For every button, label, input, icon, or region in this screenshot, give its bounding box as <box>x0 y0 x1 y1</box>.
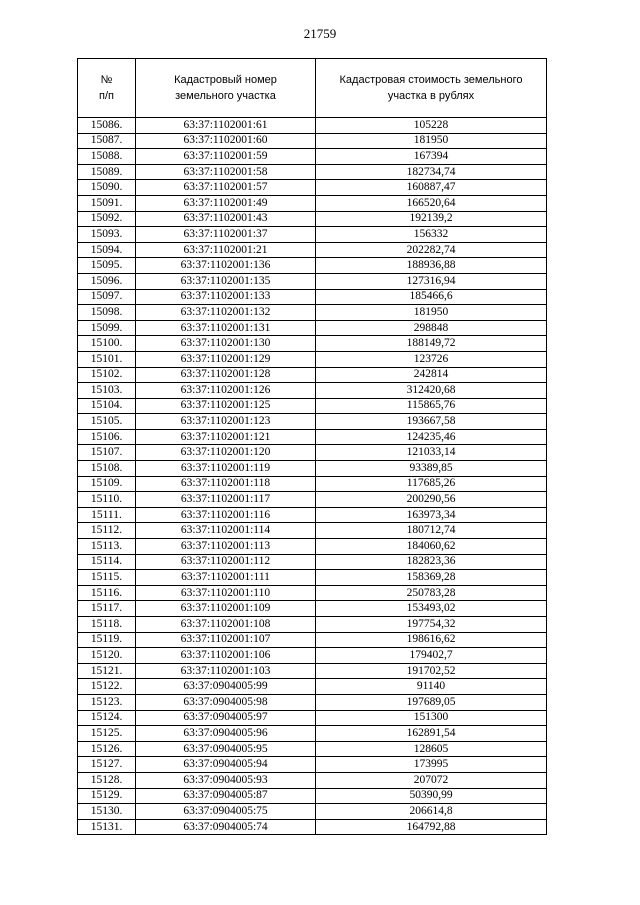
cadastral-value-cell: 242814 <box>316 367 547 383</box>
table-row <box>78 741 547 757</box>
row-number-cell: 15088. <box>78 149 136 165</box>
row-number-cell: 15093. <box>78 227 136 243</box>
header-cadastral-line-1: Кадастровый номер <box>174 74 277 86</box>
table-row <box>78 726 547 742</box>
cadastral-value-cell: 192139,2 <box>316 211 547 227</box>
cadastral-value-cell: 160887,47 <box>316 180 547 196</box>
cadastral-number-cell: 63:37:1102001:57 <box>136 180 316 196</box>
table-row <box>78 617 547 633</box>
cadastral-number-cell: 63:37:1102001:114 <box>136 523 316 539</box>
cadastral-value-cell: 182823,36 <box>316 554 547 570</box>
row-number-cell: 15107. <box>78 445 136 461</box>
row-number-cell: 15124. <box>78 710 136 726</box>
cadastral-value-cell: 198616,62 <box>316 632 547 648</box>
cadastral-number-cell: 63:37:1102001:111 <box>136 570 316 586</box>
cadastral-number-cell: 63:37:0904005:96 <box>136 726 316 742</box>
cadastral-value-cell: 197754,32 <box>316 617 547 633</box>
row-number-cell: 15087. <box>78 133 136 149</box>
cadastral-value-cell: 197689,05 <box>316 694 547 710</box>
table-row <box>78 242 547 258</box>
cadastral-number-cell: 63:37:1102001:136 <box>136 258 316 274</box>
cadastral-value-cell: 164792,88 <box>316 819 547 835</box>
table-row <box>78 819 547 835</box>
header-cadastral-number <box>136 59 316 118</box>
cadastral-number-cell: 63:37:1102001:121 <box>136 429 316 445</box>
table-header <box>78 59 547 118</box>
row-number-cell: 15113. <box>78 539 136 555</box>
cadastral-number-cell: 63:37:0904005:97 <box>136 710 316 726</box>
table-row <box>78 507 547 523</box>
cadastral-value-cell: 202282,74 <box>316 242 547 258</box>
table-row <box>78 367 547 383</box>
table-row <box>78 351 547 367</box>
row-number-cell: 15108. <box>78 461 136 477</box>
row-number-cell: 15127. <box>78 757 136 773</box>
cadastral-value-cell: 127316,94 <box>316 273 547 289</box>
table-body <box>78 118 547 835</box>
header-number-line-2: п/п <box>99 90 114 102</box>
table-row <box>78 383 547 399</box>
table-row <box>78 710 547 726</box>
cadastral-number-cell: 63:37:1102001:126 <box>136 383 316 399</box>
row-number-cell: 15106. <box>78 429 136 445</box>
cadastral-value-cell: 191702,52 <box>316 663 547 679</box>
row-number-cell: 15128. <box>78 772 136 788</box>
table-row <box>78 445 547 461</box>
cadastral-number-cell: 63:37:1102001:119 <box>136 461 316 477</box>
cadastral-value-cell: 206614,8 <box>316 804 547 820</box>
row-number-cell: 15091. <box>78 195 136 211</box>
table-row <box>78 804 547 820</box>
table-row <box>78 398 547 414</box>
cadastral-value-cell: 163973,34 <box>316 507 547 523</box>
row-number-cell: 15086. <box>78 118 136 134</box>
cadastral-value-cell: 123726 <box>316 351 547 367</box>
row-number-cell: 15090. <box>78 180 136 196</box>
cadastral-value-cell: 128605 <box>316 741 547 757</box>
cadastral-value-cell: 162891,54 <box>316 726 547 742</box>
row-number-cell: 15096. <box>78 273 136 289</box>
table-row <box>78 788 547 804</box>
cadastral-value-cell: 121033,14 <box>316 445 547 461</box>
cadastral-number-cell: 63:37:1102001:125 <box>136 398 316 414</box>
table-row <box>78 289 547 305</box>
cadastral-number-cell: 63:37:1102001:128 <box>136 367 316 383</box>
cadastral-value-cell: 166520,64 <box>316 195 547 211</box>
cadastral-number-cell: 63:37:1102001:117 <box>136 492 316 508</box>
cadastral-value-cell: 153493,02 <box>316 601 547 617</box>
row-number-cell: 15097. <box>78 289 136 305</box>
cadastral-value-cell: 184060,62 <box>316 539 547 555</box>
cadastral-value-cell: 50390,99 <box>316 788 547 804</box>
cadastral-number-cell: 63:37:1102001:49 <box>136 195 316 211</box>
table-row <box>78 476 547 492</box>
row-number-cell: 15101. <box>78 351 136 367</box>
cadastral-number-cell: 63:37:1102001:58 <box>136 164 316 180</box>
row-number-cell: 15129. <box>78 788 136 804</box>
row-number-cell: 15105. <box>78 414 136 430</box>
cadastral-number-cell: 63:37:0904005:94 <box>136 757 316 773</box>
row-number-cell: 15125. <box>78 726 136 742</box>
row-number-cell: 15100. <box>78 336 136 352</box>
cadastral-value-cell: 181950 <box>316 305 547 321</box>
row-number-cell: 15123. <box>78 694 136 710</box>
cadastral-number-cell: 63:37:0904005:75 <box>136 804 316 820</box>
cadastral-number-cell: 63:37:1102001:37 <box>136 227 316 243</box>
cadastral-value-cell: 298848 <box>316 320 547 336</box>
row-number-cell: 15118. <box>78 617 136 633</box>
table-row <box>78 694 547 710</box>
cadastral-value-cell: 173995 <box>316 757 547 773</box>
table-row <box>78 149 547 165</box>
table-row <box>78 539 547 555</box>
cadastral-value-cell: 124235,46 <box>316 429 547 445</box>
table-row <box>78 679 547 695</box>
header-row <box>78 59 547 118</box>
header-cadastral-value <box>316 59 547 118</box>
cadastral-value-table <box>77 58 547 835</box>
cadastral-number-cell: 63:37:1102001:135 <box>136 273 316 289</box>
table-row <box>78 164 547 180</box>
cadastral-number-cell: 63:37:0904005:93 <box>136 772 316 788</box>
row-number-cell: 15104. <box>78 398 136 414</box>
table-row <box>78 554 547 570</box>
cadastral-number-cell: 63:37:1102001:118 <box>136 476 316 492</box>
cadastral-value-cell: 185466,6 <box>316 289 547 305</box>
table-row <box>78 663 547 679</box>
cadastral-value-cell: 188936,88 <box>316 258 547 274</box>
row-number-cell: 15094. <box>78 242 136 258</box>
table-row <box>78 429 547 445</box>
row-number-cell: 15120. <box>78 648 136 664</box>
cadastral-number-cell: 63:37:0904005:74 <box>136 819 316 835</box>
cadastral-value-cell: 180712,74 <box>316 523 547 539</box>
table-row <box>78 523 547 539</box>
table-row <box>78 305 547 321</box>
row-number-cell: 15102. <box>78 367 136 383</box>
row-number-cell: 15098. <box>78 305 136 321</box>
header-value-line-1: Кадастровая стоимость земельного <box>339 74 523 86</box>
row-number-cell: 15126. <box>78 741 136 757</box>
row-number-cell: 15130. <box>78 804 136 820</box>
row-number-cell: 15117. <box>78 601 136 617</box>
table-row <box>78 133 547 149</box>
row-number-cell: 15095. <box>78 258 136 274</box>
cadastral-number-cell: 63:37:1102001:60 <box>136 133 316 149</box>
cadastral-number-cell: 63:37:1102001:132 <box>136 305 316 321</box>
cadastral-number-cell: 63:37:1102001:112 <box>136 554 316 570</box>
row-number-cell: 15115. <box>78 570 136 586</box>
row-number-cell: 15099. <box>78 320 136 336</box>
cadastral-number-cell: 63:37:1102001:129 <box>136 351 316 367</box>
table-row <box>78 336 547 352</box>
page-number: 21759 <box>303 26 337 41</box>
cadastral-value-cell: 207072 <box>316 772 547 788</box>
table-row <box>78 118 547 134</box>
row-number-cell: 15116. <box>78 585 136 601</box>
cadastral-number-cell: 63:37:1102001:113 <box>136 539 316 555</box>
cadastral-value-cell: 93389,85 <box>316 461 547 477</box>
cadastral-number-cell: 63:37:1102001:107 <box>136 632 316 648</box>
cadastral-number-cell: 63:37:1102001:123 <box>136 414 316 430</box>
cadastral-number-cell: 63:37:0904005:87 <box>136 788 316 804</box>
cadastral-value-cell: 91140 <box>316 679 547 695</box>
cadastral-value-cell: 188149,72 <box>316 336 547 352</box>
table-row <box>78 320 547 336</box>
cadastral-number-cell: 63:37:1102001:110 <box>136 585 316 601</box>
row-number-cell: 15121. <box>78 663 136 679</box>
row-number-cell: 15131. <box>78 819 136 835</box>
header-value-line-2: участка в рублях <box>387 90 475 102</box>
table-row <box>78 648 547 664</box>
cadastral-number-cell: 63:37:0904005:95 <box>136 741 316 757</box>
cadastral-value-cell: 181950 <box>316 133 547 149</box>
cadastral-value-cell: 182734,74 <box>316 164 547 180</box>
cadastral-number-cell: 63:37:1102001:106 <box>136 648 316 664</box>
cadastral-number-cell: 63:37:1102001:133 <box>136 289 316 305</box>
cadastral-number-cell: 63:37:1102001:116 <box>136 507 316 523</box>
cadastral-number-cell: 63:37:1102001:120 <box>136 445 316 461</box>
table-row <box>78 570 547 586</box>
table-row <box>78 772 547 788</box>
cadastral-value-cell: 105228 <box>316 118 547 134</box>
cadastral-value-cell: 115865,76 <box>316 398 547 414</box>
table-row <box>78 461 547 477</box>
row-number-cell: 15092. <box>78 211 136 227</box>
cadastral-value-cell: 179402,7 <box>316 648 547 664</box>
header-number-line-1: № <box>100 74 113 86</box>
cadastral-value-cell: 151300 <box>316 710 547 726</box>
table-row <box>78 211 547 227</box>
table-row <box>78 227 547 243</box>
row-number-cell: 15089. <box>78 164 136 180</box>
cadastral-value-cell: 312420,68 <box>316 383 547 399</box>
table-row <box>78 273 547 289</box>
cadastral-number-cell: 63:37:1102001:130 <box>136 336 316 352</box>
cadastral-number-cell: 63:37:0904005:98 <box>136 694 316 710</box>
cadastral-number-cell: 63:37:1102001:109 <box>136 601 316 617</box>
row-number-cell: 15111. <box>78 507 136 523</box>
cadastral-value-cell: 193667,58 <box>316 414 547 430</box>
cadastral-number-cell: 63:37:1102001:21 <box>136 242 316 258</box>
table-row <box>78 180 547 196</box>
row-number-cell: 15109. <box>78 476 136 492</box>
cadastral-number-cell: 63:37:1102001:43 <box>136 211 316 227</box>
header-cadastral-line-2: земельного участка <box>175 90 276 102</box>
row-number-cell: 15119. <box>78 632 136 648</box>
row-number-cell: 15103. <box>78 383 136 399</box>
cadastral-number-cell: 63:37:0904005:99 <box>136 679 316 695</box>
cadastral-number-cell: 63:37:1102001:103 <box>136 663 316 679</box>
cadastral-value-cell: 167394 <box>316 149 547 165</box>
table-row <box>78 195 547 211</box>
table-row <box>78 757 547 773</box>
row-number-cell: 15110. <box>78 492 136 508</box>
table-row <box>78 258 547 274</box>
table-row <box>78 414 547 430</box>
cadastral-value-cell: 156332 <box>316 227 547 243</box>
cadastral-value-cell: 158369,28 <box>316 570 547 586</box>
table-row <box>78 632 547 648</box>
cadastral-number-cell: 63:37:1102001:59 <box>136 149 316 165</box>
row-number-cell: 15112. <box>78 523 136 539</box>
cadastral-number-cell: 63:37:1102001:108 <box>136 617 316 633</box>
cadastral-number-cell: 63:37:1102001:61 <box>136 118 316 134</box>
table-row <box>78 585 547 601</box>
cadastral-value-cell: 200290,56 <box>316 492 547 508</box>
row-number-cell: 15114. <box>78 554 136 570</box>
table-row <box>78 492 547 508</box>
row-number-cell: 15122. <box>78 679 136 695</box>
cadastral-number-cell: 63:37:1102001:131 <box>136 320 316 336</box>
header-number <box>78 59 136 118</box>
table-row <box>78 601 547 617</box>
cadastral-value-cell: 117685,26 <box>316 476 547 492</box>
cadastral-value-cell: 250783,28 <box>316 585 547 601</box>
